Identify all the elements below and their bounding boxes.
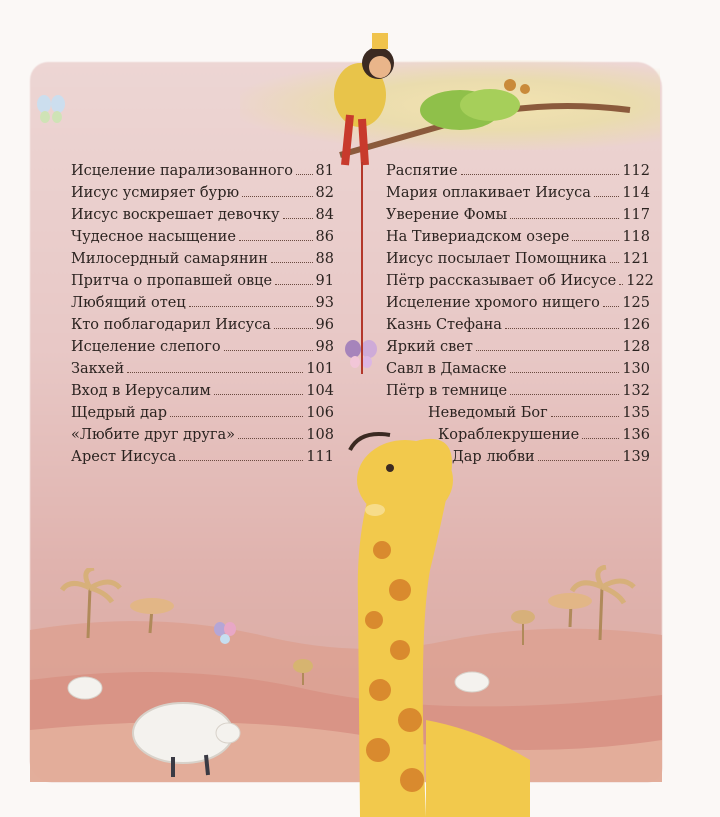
- toc-entry[interactable]: [71, 449, 334, 465]
- toc-leader: [572, 240, 619, 241]
- toc-title: Исцеление хромого нищего: [386, 295, 600, 311]
- tree-branch-with-boy-icon: [250, 15, 670, 175]
- toc-leader: [619, 284, 623, 285]
- toc-title: Арест Иисуса: [71, 449, 177, 465]
- butterfly-small-icon: [212, 620, 238, 646]
- toc-entry[interactable]: [386, 339, 650, 355]
- toc-entry[interactable]: [386, 185, 650, 201]
- toc-page-number: 93: [315, 295, 334, 311]
- toc-leader: [476, 350, 619, 351]
- toc-entry[interactable]: [71, 251, 334, 267]
- toc-title: Исцеление слепого: [71, 339, 221, 355]
- toc-title: Савл в Дамаске: [386, 361, 507, 377]
- toc-leader: [296, 174, 313, 175]
- toc-page-number: 128: [622, 339, 650, 355]
- toc-entry[interactable]: [71, 405, 334, 421]
- toc-title: Милосердный самарянин: [71, 251, 268, 267]
- toc-title: Притча о пропавшей овце: [71, 273, 273, 289]
- toc-title: Вход в Иерусалим: [71, 383, 211, 399]
- column-divider: [361, 162, 363, 374]
- toc-leader: [461, 174, 620, 175]
- toc-entry[interactable]: [71, 295, 334, 311]
- toc-leader: [551, 416, 620, 417]
- toc-title: Исцеление парализованного: [71, 163, 293, 179]
- toc-page-number: 132: [622, 383, 650, 399]
- butterfly-icon: [34, 92, 68, 126]
- toc-title: Уверение Фомы: [386, 207, 508, 223]
- toc-entry[interactable]: [71, 163, 334, 179]
- toc-entry[interactable]: [71, 317, 334, 333]
- toc-title: Иисус воскрешает девочку: [71, 207, 280, 223]
- toc-page-number: 111: [306, 449, 334, 465]
- toc-page-number: 112: [622, 163, 650, 179]
- toc-leader: [127, 372, 303, 373]
- toc-entry[interactable]: [71, 207, 334, 223]
- giraffe-icon: [330, 420, 530, 817]
- toc-title: Мария оплакивает Иисуса: [386, 185, 591, 201]
- toc-page-number: 139: [622, 449, 650, 465]
- toc-page-number: 106: [306, 405, 334, 421]
- toc-entry[interactable]: [428, 405, 650, 421]
- toc-page-number: 118: [622, 229, 650, 245]
- toc-entry[interactable]: [71, 339, 334, 355]
- toc-page-number: 135: [622, 405, 650, 421]
- toc-leader: [538, 460, 620, 461]
- toc-leader: [510, 372, 620, 373]
- toc-title: Любящий отец: [71, 295, 186, 311]
- sheep-icon: [128, 695, 244, 785]
- toc-leader: [510, 218, 619, 219]
- toc-page-number: 136: [622, 427, 650, 443]
- toc-page-number: 91: [315, 273, 334, 289]
- toc-title: Иисус посылает Помощника: [386, 251, 607, 267]
- toc-leader: [214, 394, 303, 395]
- palm-trees-left-icon: [60, 568, 180, 638]
- palm-trees-right-icon: [540, 565, 640, 640]
- toc-entry[interactable]: [386, 207, 650, 223]
- toc-title: Закхей: [71, 361, 125, 377]
- toc-entry[interactable]: [386, 295, 650, 311]
- toc-leader: [239, 240, 313, 241]
- toc-page-number: 101: [306, 361, 334, 377]
- toc-page-number: 130: [622, 361, 650, 377]
- toc-title: Неведомый Бог: [428, 405, 548, 421]
- toc-leader: [238, 438, 303, 439]
- toc-leader: [594, 196, 619, 197]
- toc-leader: [275, 284, 312, 285]
- toc-leader: [603, 306, 619, 307]
- toc-page-number: 82: [315, 185, 334, 201]
- toc-entry[interactable]: [71, 273, 334, 289]
- toc-page-number: 121: [622, 251, 650, 267]
- toc-leader: [271, 262, 313, 263]
- toc-leader: [242, 196, 312, 197]
- toc-page-number: 86: [315, 229, 334, 245]
- toc-entry[interactable]: [386, 273, 654, 289]
- toc-page-number: 88: [315, 251, 334, 267]
- toc-title: На Тивериадском озере: [386, 229, 570, 245]
- toc-title: Яркий свет: [386, 339, 473, 355]
- toc-title: «Любите друг друга»: [71, 427, 236, 443]
- toc-page-number: 114: [622, 185, 650, 201]
- toc-leader: [224, 350, 313, 351]
- toc-page-number: 104: [306, 383, 334, 399]
- toc-title: Иисус усмиряет бурю: [71, 185, 240, 201]
- toc-leader: [274, 328, 313, 329]
- toc-leader: [179, 460, 303, 461]
- toc-leader: [505, 328, 619, 329]
- toc-page-number: 126: [622, 317, 650, 333]
- toc-entry[interactable]: [71, 383, 334, 399]
- toc-entry[interactable]: [386, 251, 650, 267]
- toc-leader: [170, 416, 303, 417]
- toc-title: Чудесное насыщение: [71, 229, 236, 245]
- toc-leader: [189, 306, 313, 307]
- toc-entry[interactable]: [386, 383, 650, 399]
- toc-title: Пётр в темнице: [386, 383, 508, 399]
- toc-title: Кораблекрушение: [438, 427, 580, 443]
- toc-title: Кто поблагодарил Иисуса: [71, 317, 271, 333]
- toc-page-number: 108: [306, 427, 334, 443]
- toc-entry[interactable]: [386, 317, 650, 333]
- toc-entry[interactable]: [71, 427, 334, 443]
- toc-entry[interactable]: [386, 163, 650, 179]
- toc-page-number: 98: [315, 339, 334, 355]
- small-sheep-left-icon: [65, 675, 105, 703]
- toc-leader: [610, 262, 620, 263]
- toc-entry[interactable]: [438, 427, 650, 443]
- bush-icon: [290, 655, 316, 685]
- toc-entry[interactable]: [386, 229, 650, 245]
- toc-leader: [582, 438, 619, 439]
- toc-entry[interactable]: [452, 449, 650, 465]
- toc-page-number: 81: [315, 163, 334, 179]
- toc-entry[interactable]: [386, 361, 650, 377]
- toc-entry[interactable]: [71, 361, 334, 377]
- toc-page-number: 125: [622, 295, 650, 311]
- toc-entry[interactable]: [71, 229, 334, 245]
- toc-leader: [510, 394, 619, 395]
- toc-title: Распятие: [386, 163, 458, 179]
- toc-title: Дар любви: [452, 449, 535, 465]
- toc-page-number: 117: [622, 207, 650, 223]
- toc-page-number: 84: [315, 207, 334, 223]
- toc-page-number: 96: [315, 317, 334, 333]
- toc-page-number: 122: [626, 273, 654, 289]
- toc-leader: [283, 218, 313, 219]
- toc-title: Щедрый дар: [71, 405, 168, 421]
- toc-entry[interactable]: [71, 185, 334, 201]
- toc-title: Казнь Стефана: [386, 317, 502, 333]
- toc-title: Пётр рассказывает об Иисусе: [386, 273, 617, 289]
